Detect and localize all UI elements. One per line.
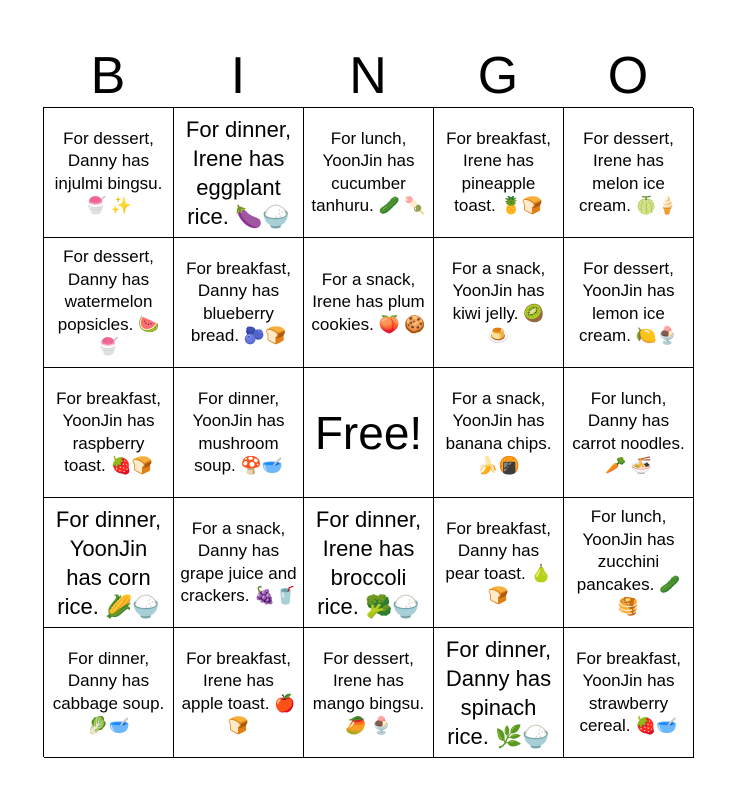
bingo-cell[interactable] [44, 238, 174, 368]
bingo-cell-text: For a snack, Irene has plum cookies. 🍑 🍪 [311, 269, 426, 334]
bingo-cell-text: For a snack, Danny has grape juice and crackers. 🍇🥤 [180, 518, 297, 605]
bingo-cell-text: For dinner, Danny has spinach rice. 🌿🍚 [445, 636, 552, 749]
bingo-cell-text: For dinner, Irene has eggplant rice. 🍆🍚 [185, 116, 292, 229]
bingo-cell-text: For dessert, Danny has injulmi bingsu. 🍧 ✨ [54, 128, 163, 215]
bingo-cell-text: For lunch, Danny has carrot noodles. 🥕 🍜 [572, 388, 685, 475]
bingo-cell-text: For dessert, Danny has watermelon popsicles. 🍉🍧 [57, 247, 160, 357]
bingo-cell-text: For dessert, Irene has mango bingsu. 🥭 🍨 [312, 648, 425, 735]
bingo-cell[interactable] [174, 238, 304, 368]
header-letter-b: B [90, 47, 126, 105]
bingo-grid [43, 107, 693, 757]
bingo-cell[interactable] [564, 628, 694, 758]
bingo-cell-text: For dinner, Danny has cabbage soup. 🥬🥣 [52, 648, 165, 735]
bingo-cell-text: For lunch, YoonJin has zucchini pancakes. 🥒🥞 [576, 507, 681, 617]
header-letter-n: N [349, 47, 387, 105]
bingo-cell-text: For breakfast, Irene has pineapple toast. 🍍🍞 [446, 128, 551, 215]
bingo-header [43, 48, 693, 104]
bingo-cell[interactable] [304, 108, 434, 238]
bingo-cell-text: For a snack, YoonJin has banana chips. 🍌🍘 [445, 388, 552, 475]
bingo-cell[interactable] [564, 498, 694, 628]
bingo-cell[interactable] [434, 628, 564, 758]
bingo-cell[interactable] [304, 238, 434, 368]
bingo-cell-text: For breakfast, Irene has apple toast. 🍎🍞 [181, 648, 296, 735]
bingo-cell[interactable] [44, 108, 174, 238]
bingo-cell[interactable] [174, 628, 304, 758]
bingo-cell[interactable] [174, 108, 304, 238]
bingo-cell[interactable] [434, 108, 564, 238]
bingo-cell[interactable] [44, 368, 174, 498]
bingo-cell-text: For dinner, Irene has broccoli rice. 🥦🍚 [315, 506, 422, 619]
bingo-cell[interactable] [434, 498, 564, 628]
bingo-cell-text: For a snack, YoonJin has kiwi jelly. 🥝 🍮 [451, 258, 546, 345]
bingo-cell[interactable] [564, 108, 694, 238]
bingo-cell[interactable] [434, 238, 564, 368]
bingo-cell-text: For breakfast, Danny has pear toast. 🍐🍞 [445, 518, 552, 605]
bingo-cell[interactable] [434, 368, 564, 498]
bingo-cell-text: For dinner, YoonJin has corn rice. 🌽🍚 [55, 506, 162, 619]
bingo-cell[interactable] [564, 238, 694, 368]
bingo-cell[interactable] [304, 498, 434, 628]
bingo-cell[interactable] [174, 368, 304, 498]
bingo-cell-text: For breakfast, YoonJin has strawberry cereal. 🍓🥣 [576, 648, 681, 735]
bingo-cell-text: For dinner, YoonJin has mushroom soup. 🍄🥣 [192, 388, 285, 475]
bingo-cell[interactable] [44, 498, 174, 628]
bingo-cell-text: For breakfast, YoonJin has raspberry toast. 🍓🍞 [56, 388, 161, 475]
bingo-cell[interactable] [304, 628, 434, 758]
bingo-cell[interactable] [564, 368, 694, 498]
bingo-cell[interactable] [174, 498, 304, 628]
bingo-cell-text: For lunch, YoonJin has cucumber tanhuru. 🥒 🍡 [311, 128, 426, 215]
header-letter-g: G [477, 47, 519, 105]
header-letter-o: O [607, 47, 649, 105]
header-letter-i: I [230, 47, 246, 105]
bingo-cell-text: For dessert, Irene has melon ice cream. 🍈🍦 [578, 128, 678, 215]
free-space-cell[interactable] [304, 368, 434, 498]
free-space-text: Free! [314, 406, 423, 459]
bingo-cell-text: For breakfast, Danny has blueberry bread. 🫐🍞 [186, 258, 291, 345]
bingo-cell-text: For dessert, YoonJin has lemon ice cream. 🍋🍨 [578, 258, 678, 345]
bingo-cell[interactable] [44, 628, 174, 758]
